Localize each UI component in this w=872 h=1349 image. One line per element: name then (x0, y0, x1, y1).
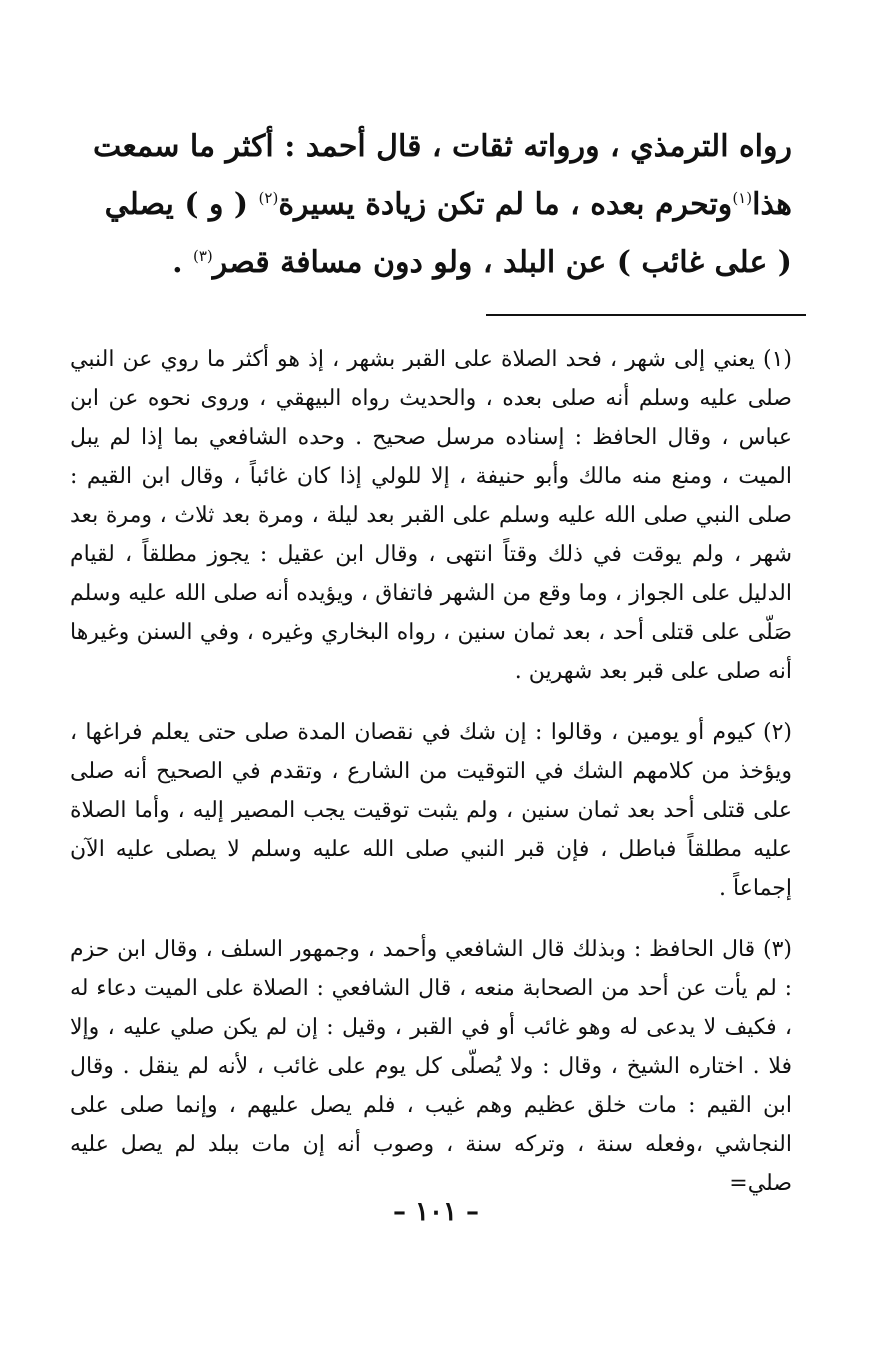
main-text-line-3-part-a: ( على غائب ) عن البلد ، ولو دون مسافة قصر (212, 245, 792, 280)
main-text-block (70, 118, 792, 292)
footnote-3: (٣) قال الحافظ : وبذلك قال الشافعي وأحمد ، وجمهور السلف ، وقال ابن حزم : لم يأت عن أحد من الصحابة منعه ، قال الشافعي : الصلاة على الميت دعاء له ، فكيف لا يدعى له وهو غائب أو في القبر ، وقيل : إن لم يكن صلي عليه ، وإلا فلا . اختاره الشيخ ، وقال : ولا يُصلّى كل يوم على غائب ، لأنه لم ينقل . وقال ابن القيم : مات خلق عظيم وهم غيب ، فلم يصل عليهم ، وإنما صلى على النجاشي ،وفعله سنة ، وتركه سنة ، وصوب أنه إن مات ببلد لم يصل عليه صلي= (70, 937, 792, 1196)
main-text-line-3 (70, 234, 792, 292)
main-text-line-1-text: رواه الترمذي ، ورواته ثقات ، قال أحمد : أكثر ما سمعت (93, 129, 792, 164)
main-text-line-3-part-b: . (172, 245, 193, 280)
main-text-line-2 (70, 176, 792, 234)
main-text-line-2-part-b: وتحرم بعده ، ما لم تكن زيادة يسيرة (278, 187, 733, 222)
footnote-ref-2: (٢) (258, 189, 279, 207)
footnote-ref-1: (١) (732, 189, 753, 207)
main-text-line-1 (70, 118, 792, 176)
footnote-ref-3: (٣) (192, 247, 213, 265)
page-number: – ١٠١ – (392, 1197, 480, 1227)
footnote-1: (١) يعني إلى شهر ، فحد الصلاة على القبر بشهر ، إذ هو أكثر ما روي عن النبي صلى عليه وسلم أنه صلى بعده ، والحديث رواه البيهقي ، وروى نحوه عن ابن عباس ، وقال الحافظ : إسناده مرسل صحيح . وحده الشافعي بما إذا لم يبل الميت ، ومنع منه مالك وأبو حنيفة ، إلا للولي إذا كان غائباً ، وقال ابن القيم : صلى النبي صلى الله عليه وسلم على القبر بعد ليلة ، ومرة بعد ثلاث ، ومرة بعد شهر ، ولم يوقت في ذلك وقتاً انتهى ، وقال ابن عقيل : يجوز مطلقاً ، لقيام الدليل على الجواز ، وما وقع من الشهر فاتفاق ، ويؤيده أنه صلى الله عليه وسلم صَلّى على قتلى أحد ، بعد ثمان سنين ، رواه البخاري وغيره ، وفي السنن وغيرها أنه صلى على قبر بعد شهرين . (70, 347, 792, 684)
footnote-2: (٢) كيوم أو يومين ، وقالوا : إن شك في نقصان المدة صلى حتى يعلم فراغها ، ويؤخذ من كلامهم الشك في التوقيت من الشارع ، وتقدم في الصحيح أنه صلى على قتلى أحد بعد ثمان سنين ، ولم يثبت توقيت يجب المصير إليه ، وأما الصلاة عليه مطلقاً فباطل ، فإن قبر النبي صلى الله عليه وسلم لا يصلى عليه الآن إجماعاً . (70, 720, 792, 901)
main-text-line-2-part-a: هذا (752, 187, 792, 222)
main-text-line-2-part-c: ( و ) يصلي (104, 187, 259, 222)
footnotes-section (70, 340, 792, 1203)
footnote-separator-rule (486, 314, 806, 316)
